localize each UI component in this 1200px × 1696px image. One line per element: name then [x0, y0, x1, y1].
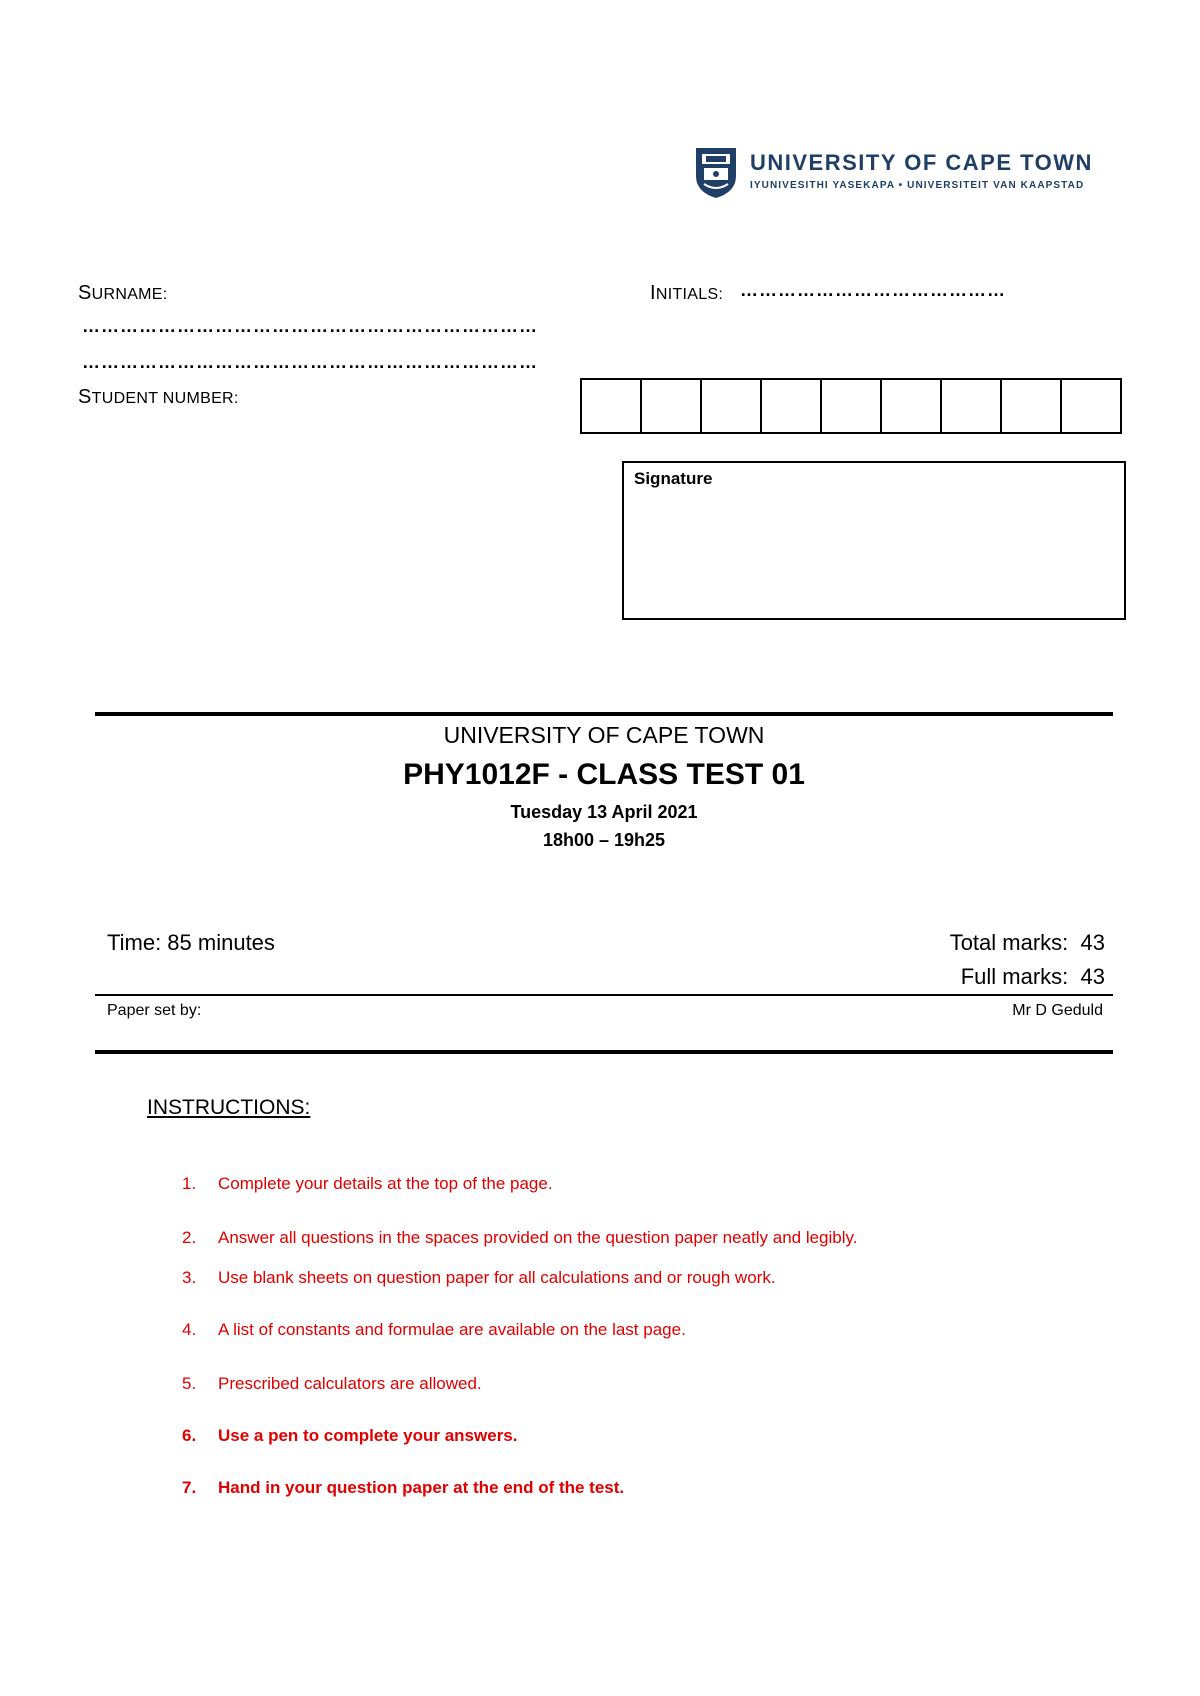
- uct-logo: [694, 146, 738, 205]
- surname-label: SURNAME:: [78, 282, 168, 304]
- university-title: UNIVERSITY OF CAPE TOWN: [443, 722, 765, 748]
- marks-rule: [95, 994, 1113, 996]
- instructions-heading: INSTRUCTIONS:: [147, 1096, 311, 1119]
- signature-box[interactable]: [622, 461, 1126, 620]
- student-number-box[interactable]: [762, 380, 822, 432]
- student-number-box[interactable]: [822, 380, 882, 432]
- time-allowed: Time: 85 minutes: [107, 930, 275, 955]
- student-number-box[interactable]: [1062, 380, 1120, 432]
- instruction-item: 6. Use a pen to complete your answers.: [182, 1426, 518, 1445]
- instruction-item: 1. Complete your details at the top of the page.: [182, 1174, 553, 1193]
- student-number-box[interactable]: [642, 380, 702, 432]
- surname-line-2[interactable]: ………………………………………………………………: [82, 352, 538, 372]
- test-date: Tuesday 13 April 2021: [510, 802, 698, 822]
- student-number-label: STUDENT NUMBER:: [78, 386, 239, 408]
- instruction-item: 7. Hand in your question paper at the end of the test.: [182, 1478, 625, 1497]
- instruction-item: 3. Use blank sheets on question paper for all calculations and or rough work.: [182, 1268, 776, 1287]
- logo-text-main: UNIVERSITY OF CAPE TOWN: [750, 150, 1093, 175]
- student-number-boxes[interactable]: [580, 378, 1122, 434]
- full-marks-value: 43: [1080, 964, 1105, 989]
- student-number-box[interactable]: [882, 380, 942, 432]
- student-number-box[interactable]: [942, 380, 1002, 432]
- bottom-rule: [95, 1050, 1113, 1054]
- total-marks: [850, 930, 1105, 956]
- full-marks-label: Full marks:: [960, 964, 1069, 989]
- total-marks-value: 43: [1080, 930, 1105, 955]
- student-number-box[interactable]: [1002, 380, 1062, 432]
- initials-line[interactable]: ……………………………………: [740, 280, 1006, 300]
- instruction-item: 4. A list of constants and formulae are available on the last page.: [182, 1320, 686, 1339]
- student-number-box[interactable]: [582, 380, 642, 432]
- surname-line-1[interactable]: ………………………………………………………………: [82, 316, 538, 336]
- initials-label: INITIALS:: [650, 282, 724, 304]
- signature-label: Signature: [634, 469, 713, 488]
- student-number-box[interactable]: [702, 380, 762, 432]
- total-marks-label: Total marks:: [949, 930, 1069, 955]
- course-title: PHY1012F - CLASS TEST 01: [403, 758, 805, 791]
- logo-text-sub: IYUNIVESITHI YASEKAPA • UNIVERSITEIT VAN KAAPSTAD: [750, 180, 1085, 191]
- paper-set-by-value: Mr D Geduld: [1012, 1002, 1103, 1019]
- instruction-item: 5. Prescribed calculators are allowed.: [182, 1374, 482, 1393]
- paper-set-by-label: Paper set by:: [107, 1002, 202, 1019]
- instruction-item: 2. Answer all questions in the spaces provided on the question paper neatly and legibly.: [182, 1228, 858, 1247]
- test-time-range: 18h00 – 19h25: [542, 830, 666, 850]
- full-marks: [850, 964, 1105, 990]
- top-rule: [95, 712, 1113, 716]
- crest-icon: [694, 146, 738, 200]
